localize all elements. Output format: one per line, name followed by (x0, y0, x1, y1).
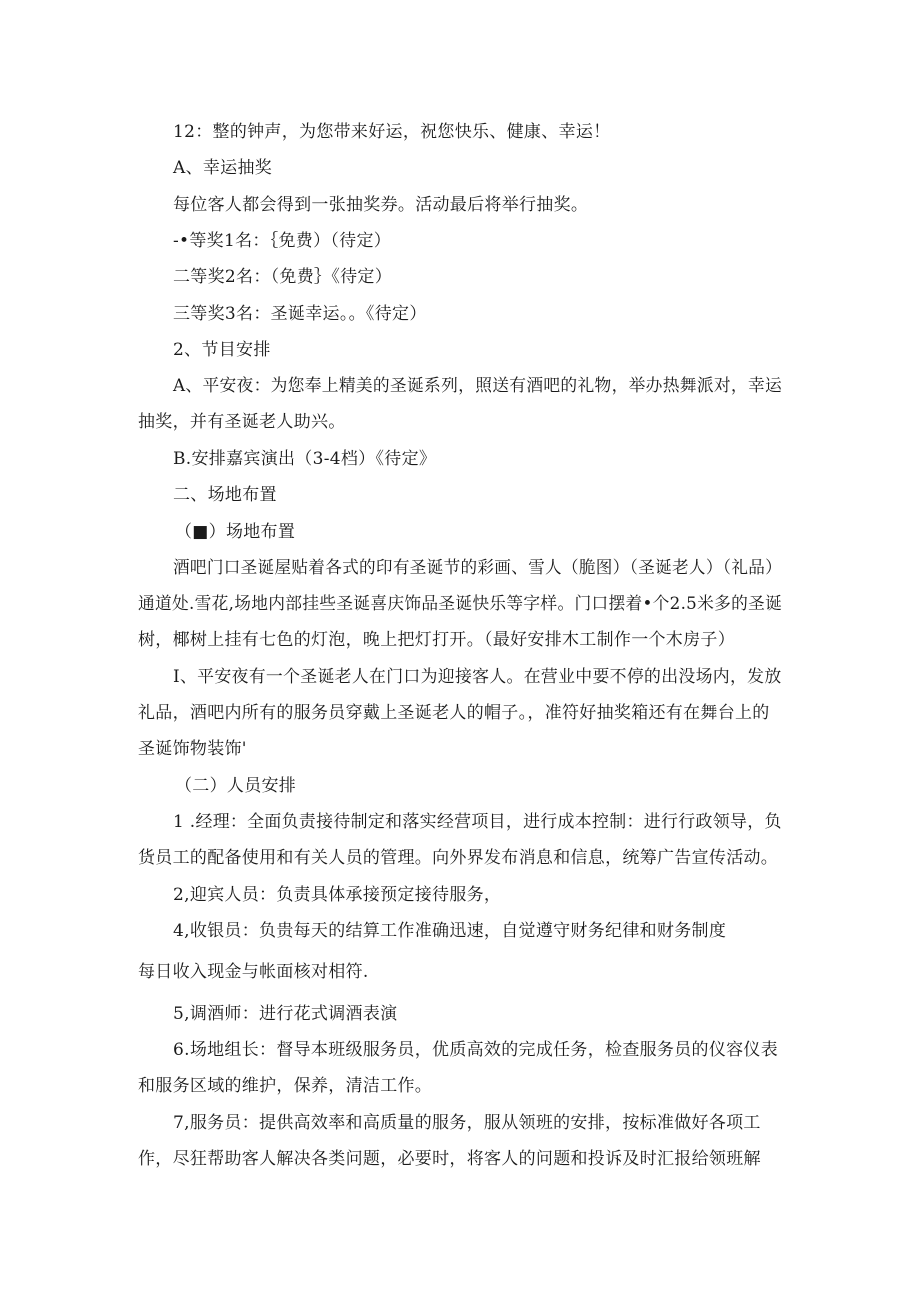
section-heading: 二、场地布置 (173, 485, 277, 505)
subsection-heading: （■）场地布置 (175, 522, 296, 542)
text-line: I、平安夜有一个圣诞老人在门口为迎接客人。在营业中要不停的出没场内，发放 (173, 667, 782, 687)
text-line: 圣诞饰物装饰' (138, 739, 247, 759)
text-line: 树，椰树上挂有七色的灯泡，晚上把灯打开。（最好安排木工制作一个木房子） (138, 630, 735, 650)
text-line: A、平安夜：为您奉上精美的圣诞系列，照送有酒吧的礼物，举办热舞派对，幸运 (173, 376, 783, 396)
text-line: 每日收入现金与帐面核对相符. (138, 962, 369, 982)
text-line: 礼品，酒吧内所有的服务员穿戴上圣诞老人的帽子。，准符好抽奖箱还有在舞台上的 (138, 703, 770, 723)
text-line: 和服务区域的维护，保养，清洁工作。 (138, 1076, 433, 1096)
text-line: 每位客人都会得到一张抽奖券。活动最后将举行抽奖。 (173, 195, 589, 215)
prize-line: 三等奖3名：圣诞幸运。。《待定） (173, 304, 427, 324)
text-line: 酒吧门口圣诞屋贴着各式的印有圣诞节的彩画、雪人（脆图）（圣诞老人）（礼品） (173, 558, 783, 578)
section-heading: A、幸运抽奖 (173, 158, 273, 178)
text-line: 1 .经理：全面负责接待制定和落实经营项目，进行成本控制：进行行政领导，负 (173, 812, 782, 832)
text-line: 12：整的钟声，为您带来好运，祝您快乐、健康、幸运！ (173, 122, 611, 142)
text-line: 7,服务员：提供高效率和高质量的服务，服从领班的安排，按标准做好各项工 (173, 1113, 761, 1133)
text-line: 抽奖，并有圣诞老人助兴。 (138, 412, 346, 432)
text-line: 5,调酒师：进行花式调酒表演 (173, 1004, 398, 1024)
text-line: 货员工的配备使用和有关人员的管理。向外界发布消息和信息，统筹广告宣传活动。 (138, 848, 779, 868)
section-heading: 2、节目安排 (173, 340, 271, 360)
text-line: 4,收银员：负贵每天的结算工作准确迅速，自觉遵守财务纪律和财务制度 (173, 921, 727, 941)
text-line: 2,迎宾人员：负责具体承接预定接待服务， (173, 885, 502, 905)
subsection-heading: （二）人员安排 (175, 776, 297, 796)
prize-line: -•等奖1名：｛免费）（待定） (173, 231, 392, 251)
text-line: B.安排嘉宾演出（3-4档）《待定》 (173, 449, 437, 469)
text-line: 作，尽狂帮助客人解决各类问题，必要时，将客人的问题和投诉及时汇报给领班解 (138, 1149, 761, 1169)
text-line: 通道处.雪花,场地内部挂些圣诞喜庆饰品圣诞快乐等字样。门口摆着•个2.5米多的圣诞 (138, 594, 783, 614)
text-line: 6.场地组长：督导本班级服务员，优质高效的完成任务，检查服务员的仪容仪表 (173, 1040, 779, 1060)
prize-line: 二等奖2名：（免费｝《待定） (173, 267, 393, 287)
